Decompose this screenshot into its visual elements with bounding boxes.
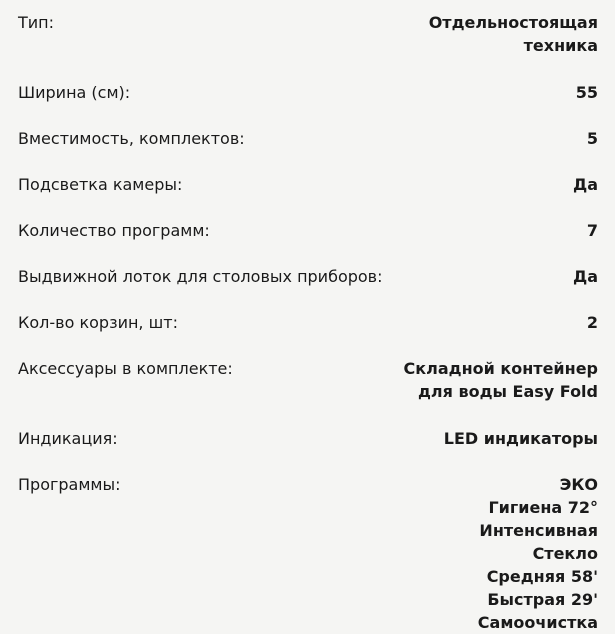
spec-row-accessories <box>18 357 598 403</box>
spec-value <box>429 11 598 57</box>
spec-value <box>587 219 598 242</box>
spec-label: Аксессуары в комплекте: <box>18 359 233 378</box>
spec-value-line: Да <box>572 267 598 286</box>
spec-value-line: LED индикаторы <box>443 429 598 448</box>
spec-value-line: Интенсивная <box>479 521 598 540</box>
spec-value <box>444 427 598 450</box>
spec-value <box>576 81 598 104</box>
spec-value <box>478 473 598 634</box>
spec-label: Индикация: <box>18 429 118 448</box>
spec-row-type <box>18 11 598 57</box>
spec-value-line: Гигиена 72° <box>488 498 598 517</box>
spec-value-line: 55 <box>575 83 598 102</box>
spec-value-line: Самоочистка <box>477 613 598 632</box>
spec-value-line: 2 <box>586 313 598 332</box>
spec-value-line: Стекло <box>532 544 598 563</box>
spec-value <box>587 127 598 150</box>
spec-value <box>404 357 598 403</box>
spec-value-line: 5 <box>586 129 598 148</box>
spec-row-indication <box>18 427 598 450</box>
spec-value-line: Отдельностоящая <box>428 13 598 32</box>
spec-table <box>18 11 598 634</box>
spec-label: Тип: <box>18 13 55 32</box>
spec-row-programs-count <box>18 219 598 242</box>
spec-value-line: 7 <box>586 221 598 240</box>
spec-value-line: Быстрая 29' <box>487 590 598 609</box>
spec-label: Подсветка камеры: <box>18 175 183 194</box>
spec-label: Кол-во корзин, шт: <box>18 313 178 332</box>
spec-row-lighting <box>18 173 598 196</box>
spec-label: Выдвижной лоток для столовых приборов: <box>18 267 383 286</box>
spec-label: Количество программ: <box>18 221 210 240</box>
spec-row-capacity <box>18 127 598 150</box>
spec-row-cutlery-tray <box>18 265 598 288</box>
spec-value-line: Складной контейнер <box>403 359 598 378</box>
spec-value-line: ЭКО <box>559 475 598 494</box>
spec-label: Программы: <box>18 475 121 494</box>
spec-label: Вместимость, комплектов: <box>18 129 245 148</box>
spec-value <box>573 265 598 288</box>
spec-value-line: техника <box>523 36 598 55</box>
spec-row-baskets <box>18 311 598 334</box>
spec-label: Ширина (см): <box>18 83 131 102</box>
spec-value-line: Да <box>572 175 598 194</box>
spec-row-width <box>18 81 598 104</box>
spec-value-line: Средняя 58' <box>486 567 598 586</box>
spec-value <box>587 311 598 334</box>
spec-value-line: для воды Easy Fold <box>417 382 598 401</box>
spec-row-programs <box>18 473 598 634</box>
spec-value <box>573 173 598 196</box>
